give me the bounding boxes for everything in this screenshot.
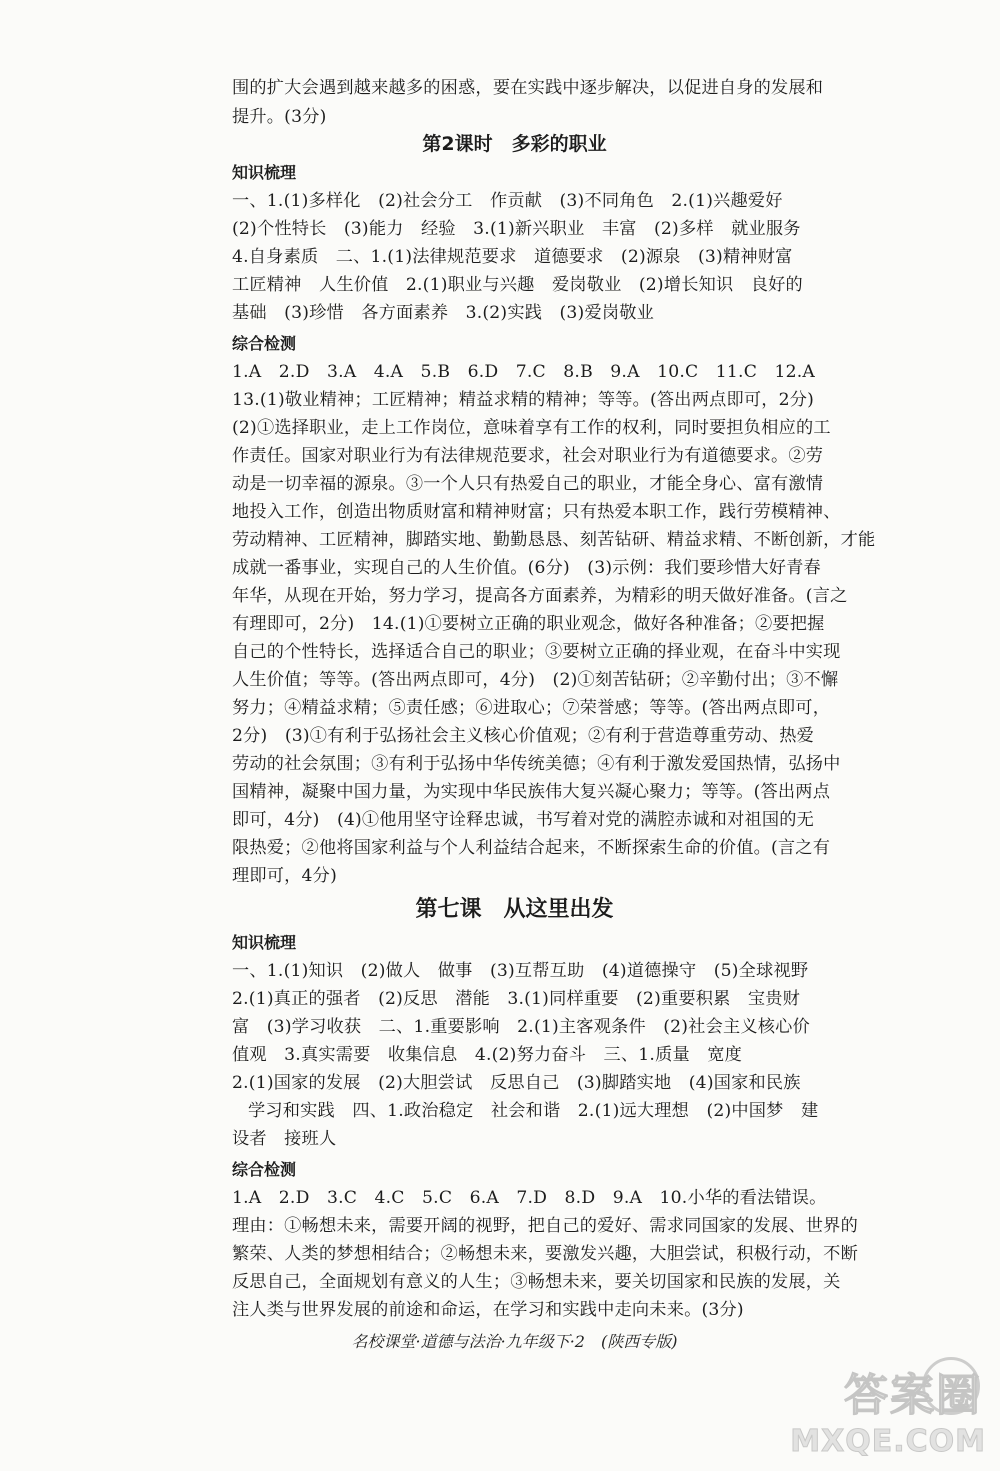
answer-line: 动是一切幸福的源泉。③一个人只有热爱自己的职业，才能全身心、富有激情: [232, 474, 824, 494]
answer-line: 限热爱；②他将国家利益与个人利益结合起来，不断探索生命的价值。(言之有: [232, 838, 831, 858]
answer-line: 地投入工作，创造出物质财富和精神财富；只有热爱本职工作，践行劳模精神、: [232, 502, 841, 522]
text-line: 一、1.(1)多样化 (2)社会分工 作贡献 (3)不同角色 2.(1)兴趣爱好: [232, 191, 783, 211]
text-line: 围的扩大会遇到越来越多的困惑，要在实践中逐步解决，以促进自身的发展和: [232, 78, 824, 98]
page-footer: 名校课堂·道德与法治·九年级下·2 (陕西专版): [351, 1332, 678, 1351]
answer-line: 13.(1)敬业精神；工匠精神；精益求精的精神；等等。(答出两点即可，2分): [232, 390, 815, 410]
text-line: 基础 (3)珍惜 各方面素养 3.(2)实践 (3)爱岗敬业: [232, 303, 655, 323]
answer-line: 国精神，凝聚中国力量，为实现中华民族伟大复兴凝心聚力；等等。(答出两点: [232, 782, 831, 802]
answer-line: 劳动的社会氛围；③有利于弘扬中华传统美德；④有利于激发爱国热情，弘扬中: [232, 754, 841, 774]
answer-line: 理即可，4分): [232, 866, 337, 886]
text-line: (2)个性特长 (3)能力 经验 3.(1)新兴职业 丰富 (2)多样 就业服务: [232, 219, 801, 239]
section-label: 综合检测: [232, 334, 297, 353]
section-label: 知识梳理: [232, 933, 297, 952]
answer-line: 努力；④精益求精；⑤责任感；⑥进取心；⑦荣誉感；等等。(答出两点即可，: [232, 698, 831, 718]
answer-line: 成就一番事业，实现自己的人生价值。(6分) (3)示例：我们要珍惜大好青春: [232, 558, 821, 578]
answer-line: 作责任。国家对职业行为有法律规范要求，社会对职业行为有道德要求。②劳: [232, 446, 824, 466]
text-line: 提升。(3分): [232, 107, 327, 127]
section-label: 综合检测: [232, 1160, 297, 1179]
answer-line: 注人类与世界发展的前途和命运，在学习和实践中走向未来。(3分): [232, 1300, 744, 1320]
answer-line: 人生价值；等等。(答出两点即可，4分) (2)①刻苦钻研；②辛勤付出；③不懈: [232, 670, 839, 690]
watermark-url: MXQE.COM: [790, 1424, 986, 1459]
text-line: 富 (3)学习收获 二、1.重要影响 2.(1)主客观条件 (2)社会主义核心价: [232, 1017, 810, 1037]
answer-line: 2分) (3)①有利于弘扬社会主义核心价值观；②有利于营造尊重劳动、热爱: [232, 726, 815, 746]
lesson-heading: 第2课时 多彩的职业: [422, 133, 607, 155]
answer-line: 劳动精神、工匠精神，脚踏实地、勤勤恳恳、刻苦钻研、精益求精、不断创新，才能: [232, 530, 876, 550]
answer-line: 1.A 2.D 3.A 4.A 5.B 6.D 7.C 8.B 9.A 10.C 11.C 12.A: [232, 362, 815, 382]
text-line: 设者 接班人: [232, 1129, 337, 1149]
text-line: 一、1.(1)知识 (2)做人 做事 (3)互帮互助 (4)道德操守 (5)全球视野: [232, 961, 809, 981]
text-line: 工匠精神 人生价值 2.(1)职业与兴趣 爱岗敬业 (2)增长知识 良好的: [232, 275, 803, 295]
watermark-logo: [790, 1355, 994, 1465]
answer-line: 年华，从现在开始，努力学习，提高各方面素养，为精彩的明天做好准备。(言之: [232, 586, 848, 606]
text-line: 学习和实践 四、1.政治稳定 社会和谐 2.(1)远大理想 (2)中国梦 建: [248, 1101, 819, 1121]
section-label: 知识梳理: [232, 163, 297, 182]
text-line: 4.自身素质 二、1.(1)法律规范要求 道德要求 (2)源泉 (3)精神财富: [232, 247, 793, 267]
text-line: 值观 3.真实需要 收集信息 4.(2)努力奋斗 三、1.质量 宽度: [232, 1045, 743, 1065]
answer-line: 反思自己，全面规划有意义的人生；③畅想未来，要关切国家和民族的发展，关: [232, 1272, 841, 1292]
answer-line: (2)①选择职业，走上工作岗位，意味着享有工作的权利，同时要担负相应的工: [232, 418, 831, 438]
answer-line: 理由：①畅想未来，需要开阔的视野，把自己的爱好、需求同国家的发展、世界的: [232, 1216, 858, 1236]
answer-line: 自己的个性特长，选择适合自己的职业；③要树立正确的择业观，在奋斗中实现: [232, 642, 841, 662]
answer-line: 有理即可，2分) 14.(1)①要树立正确的职业观念，做好各种准备；②要把握: [232, 614, 825, 634]
text-line: 2.(1)真正的强者 (2)反思 潜能 3.(1)同样重要 (2)重要积累 宝贵财: [232, 989, 801, 1009]
answer-line: 1.A 2.D 3.C 4.C 5.C 6.A 7.D 8.D 9.A 10.小华的看法错误。: [232, 1188, 827, 1208]
answer-line: 即可，4分) (4)①他用坚守诠释忠诚，书写着对党的满腔赤诚和对祖国的无: [232, 810, 815, 830]
watermark-text: 答案圈: [844, 1370, 982, 1421]
text-line: 2.(1)国家的发展 (2)大胆尝试 反思自己 (3)脚踏实地 (4)国家和民族: [232, 1073, 801, 1093]
answer-line: 繁荣、人类的梦想相结合；②畅想未来，要激发兴趣，大胆尝试，积极行动，不断: [232, 1244, 858, 1264]
lesson-heading: 第七课 从这里出发: [415, 897, 614, 922]
